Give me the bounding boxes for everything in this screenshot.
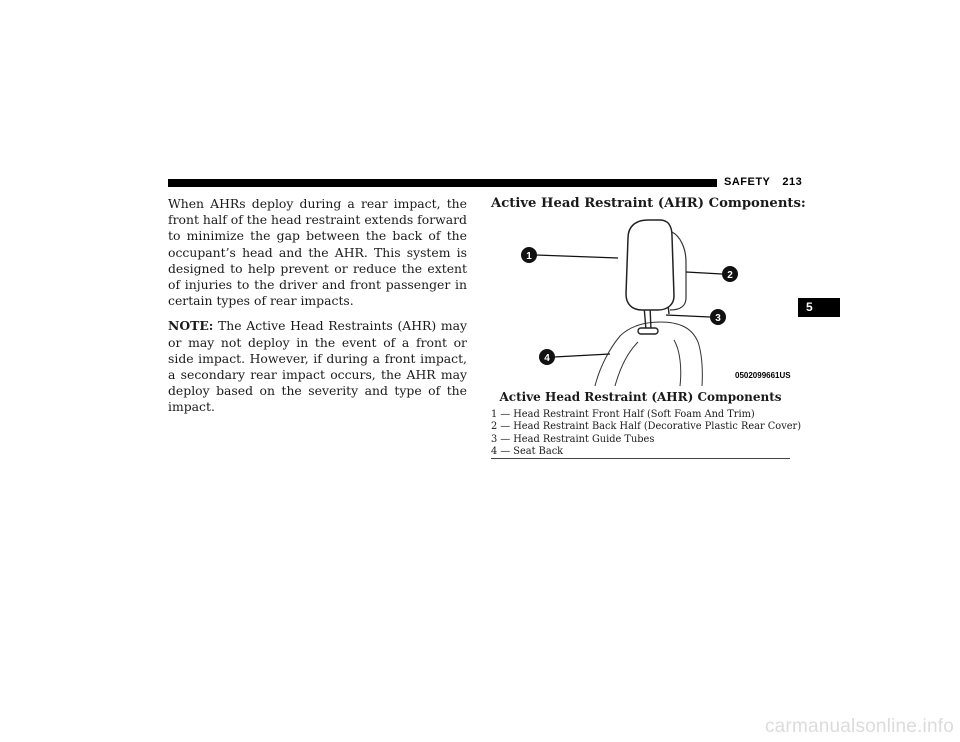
callout-1 bbox=[521, 247, 618, 263]
legend-item-2: 2 — Head Restraint Back Half (Decorative Plastic Rear Cover) bbox=[491, 421, 802, 433]
section-title: Active Head Restraint (AHR) Components: bbox=[491, 196, 806, 211]
callout-2 bbox=[686, 266, 738, 282]
callout-label-1: 1 bbox=[526, 251, 532, 262]
figure-caption: Active Head Restraint (AHR) Components bbox=[499, 390, 782, 404]
header-rule bbox=[168, 179, 717, 187]
figure-legend bbox=[491, 409, 802, 458]
callout-label-3: 3 bbox=[715, 313, 721, 324]
legend-item-3: 3 — Head Restraint Guide Tubes bbox=[491, 433, 655, 445]
figure-image-code: 0502099661US bbox=[735, 371, 791, 380]
running-header bbox=[724, 176, 802, 188]
note-label: NOTE: bbox=[168, 318, 214, 334]
note-paragraph bbox=[168, 318, 467, 415]
callout-3 bbox=[666, 309, 726, 325]
page-number: 213 bbox=[782, 176, 803, 188]
legend-item-4: 4 — Seat Back bbox=[491, 445, 564, 457]
legend-rule bbox=[491, 458, 790, 459]
paragraph-ahr-deploy: When AHRs deploy during a rear impact, the front half of the head restraint extends forward to minimize the gap between the back of the occupant’s head and the AHR. This system is designed to help prevent or reduce the extent of injuries to the driver and front passenger in certain types of rear impacts. bbox=[168, 196, 467, 309]
legend-item-1: 1 — Head Restraint Front Half (Soft Foam And Trim) bbox=[491, 409, 755, 420]
note-text: The Active Head Restraints (AHR) may or may not deploy in the event of a front or side impact. However, if during a front impact, a secondary rear impact occurs, the AHR may deploy based on the severity and type of the impact. bbox=[168, 318, 467, 415]
callout-label-2: 2 bbox=[727, 270, 733, 281]
restraint-front-half bbox=[626, 220, 674, 310]
head-restraint-illustration bbox=[520, 218, 790, 386]
callout-4 bbox=[539, 349, 610, 365]
watermark: carmanualsonline.info bbox=[764, 716, 954, 737]
body-text-column bbox=[168, 196, 467, 425]
section-name: SAFETY bbox=[724, 176, 771, 188]
chapter-tab: 5 bbox=[798, 298, 840, 317]
callout-label-4: 4 bbox=[544, 353, 550, 364]
